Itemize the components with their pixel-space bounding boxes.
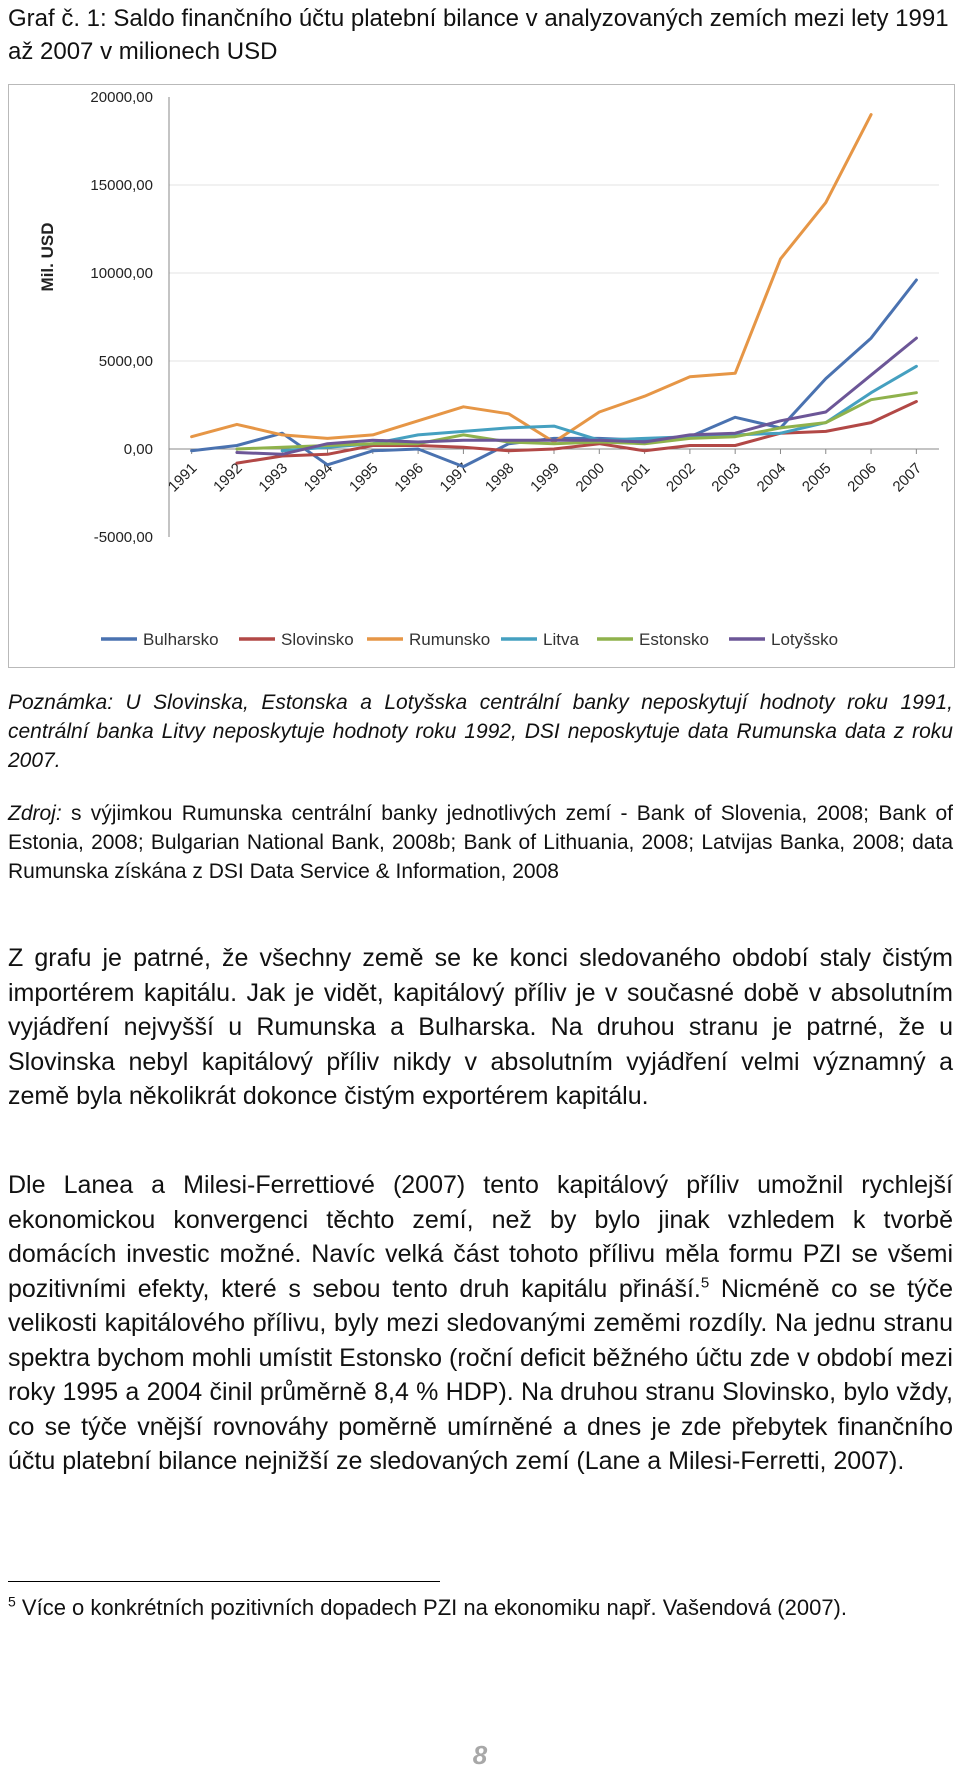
x-tick-label: 1991 — [164, 459, 201, 496]
line-chart — [9, 85, 954, 667]
series-line-rumunsko — [192, 115, 872, 442]
source-text: s výjimkou Rumunska centrální banky jednotlivých zemí - Bank of Slovenia, 2008; Bank of Estonia, 2008; Bulgarian National Bank, 2008b; Bank of Lithuania, 2008; Latvijas Banka, 2008; data Rumunska získána z DSI Data Service & Information, 2008 — [8, 802, 953, 883]
chart-source — [8, 799, 953, 886]
legend-label: Estonsko — [639, 630, 709, 649]
legend — [101, 630, 838, 649]
chart — [8, 84, 955, 668]
footnote-text: Více o konkrétních pozitivních dopadech PZI na ekonomiku např. Vašendová (2007). — [15, 1595, 847, 1620]
x-tick-label: 2000 — [572, 459, 609, 496]
x-tick-label: 1993 — [255, 459, 292, 496]
x-tick-label: 2001 — [617, 459, 654, 496]
x-tick-label: 1996 — [391, 459, 427, 496]
page-number: 8 — [472, 1740, 488, 1770]
figure-caption: Graf č. 1: Saldo finančního účtu platební bilance v analyzovaných zemích mezi lety 1991 až 2007 v milionech USD — [8, 5, 949, 65]
paragraph-2 — [8, 1168, 953, 1479]
series-line-bulharsko — [192, 280, 917, 467]
x-tick-label: 1995 — [346, 459, 382, 496]
chart-note: Poznámka: U Slovinska, Estonska a Lotyšska centrální banky neposkytují hodnoty roku 1991, centrální banka Litvy neposkytuje hodnoty roku 1992, DSI neposkytuje data Rumunska data z roku 2007. — [8, 691, 953, 772]
y-tick-label: 15000,00 — [90, 177, 153, 194]
footnote — [8, 1592, 953, 1624]
y-tick-label: -5000,00 — [93, 529, 153, 546]
x-tick-label: 2005 — [798, 459, 835, 496]
x-tick-label: 2007 — [889, 459, 926, 496]
x-tick-label: 2003 — [708, 459, 745, 496]
source-lead: Zdroj: — [8, 802, 62, 825]
y-tick-label: 5000,00 — [98, 353, 153, 370]
x-tick-label: 1999 — [527, 459, 563, 496]
x-tick-label: 2004 — [753, 459, 790, 496]
footnote-reference: 5 — [700, 1274, 710, 1292]
gridlines — [169, 185, 939, 449]
legend-label: Lotyšsko — [771, 630, 839, 649]
footnote-separator — [8, 1581, 440, 1582]
footnote-number: 5 — [8, 1593, 16, 1610]
paragraph-1: Z grafu je patrné, že všechny země se ke konci sledovaného období staly čistým importérem kapitálu. Jak je vidět, kapitálový příliv je v současné době v absolutním vyjádření nejvyšší u Rumunska a Bulharska. Na druhou stranu je patrné, že u Slovinska nebyl kapitálový příliv nikdy v absolutním vyjádření velmi významný a země byla několikrát dokonce čistým exportérem kapitálu. — [8, 944, 953, 1110]
x-tick-label: 1994 — [300, 459, 337, 496]
legend-label: Litva — [543, 630, 579, 649]
y-axis-title: Mil. USD — [38, 222, 57, 292]
paragraph-2-part2: Nicméně co se týče velikosti kapitálového přílivu, byly mezi sledovanými zeměmi rozdíly. Na jednu stranu spektra bychom mohli umístit Estonsko (roční deficit běžného účtu zde v období mezi roky 1995 a 2004 činil průměrně 8,4 % HDP). Na druhou stranu Slovinsko, bylo vždy, co se týče vnější rovnováhy poměrně umírněné a dnes je zde přebytek finančního účtu platební bilance nejnižší ze sledovaných zemí (Lane a Milesi-Ferretti, 2007). — [8, 1274, 953, 1475]
x-tick-label: 2006 — [844, 459, 880, 496]
y-axis — [38, 89, 169, 546]
x-tick-label: 1997 — [436, 459, 473, 496]
y-tick-label: 20000,00 — [90, 89, 153, 106]
y-tick-label: 10000,00 — [90, 265, 153, 282]
x-tick-label: 2002 — [663, 459, 699, 496]
y-tick-label: 0,00 — [123, 441, 153, 458]
x-tick-label: 1998 — [481, 459, 518, 496]
paragraph-2-part1: Dle Lanea a Milesi-Ferrettiové (2007) tento kapitálový příliv umožnil rychlejší ekonomickou konvergenci těchto zemí, než by bylo jinak vzhledem k tvorbě domácích investic možné. Navíc velká část tohoto přílivu měla formu PZI se všemi pozitivními efekty, které s sebou tento druh kapitálu přináší. — [8, 1171, 953, 1303]
series-lines — [192, 115, 917, 467]
legend-label: Slovinsko — [281, 630, 354, 649]
legend-label: Rumunsko — [409, 630, 491, 649]
x-tick-label: 1992 — [210, 459, 246, 496]
legend-label: Bulharsko — [143, 630, 219, 649]
